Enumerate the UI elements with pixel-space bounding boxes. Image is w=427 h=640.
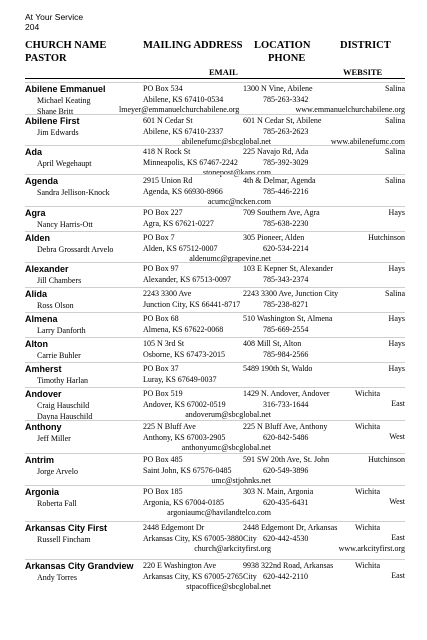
phone: 785-343-2374 — [263, 275, 309, 284]
location-line1: 591 SW 20th Ave, St. John — [243, 455, 330, 464]
mailing-address-line1: PO Box 7 — [143, 233, 175, 242]
mailing-address-line2: Alden, KS 67512-0007 — [143, 244, 218, 253]
mailing-address-line2: Agra, KS 67621-0227 — [143, 219, 214, 228]
district: Hays — [388, 364, 405, 373]
district: Salina — [385, 289, 405, 298]
phone: 620-435-6431 — [263, 498, 309, 507]
location-line1: 303 N. Main, Argonia — [243, 487, 314, 496]
entry-separator — [25, 521, 405, 522]
entry-separator — [25, 287, 405, 288]
mailing-address-line1: PO Box 185 — [143, 487, 183, 496]
district: Hays — [388, 339, 405, 348]
pastor-name: Jorge Arvelo — [37, 467, 78, 476]
phone: 620-442-2110 — [263, 572, 309, 581]
column-header-website: WEBSITE — [343, 67, 383, 77]
email: abilenefumc@sbcglobal.net — [181, 137, 271, 146]
entry-separator — [25, 174, 405, 175]
district: Salina — [385, 176, 405, 185]
mailing-address-line2: Osborne, KS 67473-2015 — [143, 350, 225, 359]
mailing-address-line2: Minneapolis, KS 67467-2242 — [143, 158, 238, 167]
church-name: Agra — [25, 208, 46, 218]
district: Hutchinson — [368, 233, 405, 242]
mailing-address-line1: 2915 Union Rd — [143, 176, 193, 185]
pastor-name: Jeff Miller — [37, 434, 71, 443]
location-line1: 2448 Edgemont Dr, Arkansas — [243, 523, 338, 532]
phone: 785-263-2623 — [263, 127, 309, 136]
church-name: Alexander — [25, 264, 69, 274]
mailing-address-line2: Arkansas City, KS 67005-3880 — [143, 534, 243, 543]
phone: 785-669-2554 — [263, 325, 309, 334]
email: lmeyer@emmanuelchurchabilene.org — [119, 105, 240, 114]
district: Wichita — [355, 422, 380, 431]
entry-separator — [25, 82, 405, 83]
mailing-address-line1: 418 N Rock St — [143, 147, 191, 156]
phone: 316-733-1644 — [263, 400, 309, 409]
entry-separator — [25, 262, 405, 263]
entry-separator — [25, 485, 405, 486]
mailing-address-line1: PO Box 97 — [143, 264, 179, 273]
location-line1: 4th & Delmar, Agenda — [243, 176, 316, 185]
location-line1: 225 Navajo Rd, Ada — [243, 147, 309, 156]
location-line1: 1300 N Vine, Abilene — [243, 84, 313, 93]
entry-separator — [25, 420, 405, 421]
column-header-church-name: CHURCH NAME — [25, 40, 107, 51]
church-name: Abilene Emmanuel — [25, 84, 106, 94]
pastor-name: Sandra Jellison-Knock — [37, 188, 110, 197]
district: Wichita — [355, 389, 380, 398]
district: West — [389, 497, 405, 506]
location-line1: 9938 322nd Road, Arkansas — [243, 561, 334, 570]
mailing-address-line1: PO Box 519 — [143, 389, 183, 398]
mailing-address-line1: PO Box 68 — [143, 314, 179, 323]
district: Salina — [385, 116, 405, 125]
phone: 785-238-8271 — [263, 300, 309, 309]
mailing-address-line1: 225 N Bluff Ave — [143, 422, 196, 431]
entry-separator — [25, 453, 405, 454]
church-name: Almena — [25, 314, 58, 324]
mailing-address-line1: PO Box 485 — [143, 455, 183, 464]
website: www.abilenefumc.com — [330, 137, 405, 146]
header-rule — [25, 78, 405, 79]
column-header-district: DISTRICT — [340, 40, 391, 51]
pastor-name: Ross Olson — [37, 301, 74, 310]
pastor-name: Russell Fincham — [37, 535, 91, 544]
phone: 785-638-2230 — [263, 219, 309, 228]
column-header-pastor: PASTOR — [25, 53, 67, 64]
mailing-address-line2: Saint John, KS 67576-0485 — [143, 466, 232, 475]
running-header-title: At Your Service — [25, 12, 84, 22]
location-line1: 305 Pioneer, Alden — [243, 233, 305, 242]
pastor-name: Jill Chambers — [37, 276, 82, 285]
district: Hays — [388, 264, 405, 273]
entry-separator — [25, 362, 405, 363]
phone: 785-263-3342 — [263, 95, 309, 104]
pastor-name: Craig Hauschild — [37, 401, 90, 410]
location-line1: 5489 190th St, Waldo — [243, 364, 313, 373]
location-line1: 601 N Cedar St, Abilene — [243, 116, 322, 125]
mailing-address-line2: Junction City, KS 66441-8717 — [143, 300, 241, 309]
church-name: Ada — [25, 147, 43, 157]
location-line1: 709 Southern Ave, Agra — [243, 208, 320, 217]
mailing-address-line1: PO Box 227 — [143, 208, 183, 217]
phone: 785-392-3029 — [263, 158, 309, 167]
pastor-name: Dayna Hauschild — [37, 412, 93, 421]
church-name: Argonia — [25, 487, 60, 497]
phone: 620-442-4530 — [263, 534, 309, 543]
column-header-email: EMAIL — [209, 67, 238, 77]
phone: 620-549-3896 — [263, 466, 309, 475]
email: andoverum@sbcglobal.net — [185, 410, 271, 419]
church-name: Alida — [25, 289, 48, 299]
church-name: Amherst — [25, 364, 62, 374]
email: church@arkcityfirst.org — [194, 544, 271, 553]
mailing-address-line1: PO Box 534 — [143, 84, 183, 93]
website: www.arkcityfirst.org — [338, 544, 405, 553]
location-line2: City — [243, 534, 257, 543]
column-header-location: LOCATION — [254, 40, 311, 51]
location-line1: 2243 3300 Ave, Junction City — [243, 289, 339, 298]
column-header-phone: PHONE — [268, 53, 306, 64]
district: Hutchinson — [368, 455, 405, 464]
page-number: 204 — [25, 22, 40, 32]
email: acumc@ncken.com — [207, 197, 271, 206]
mailing-address-line1: 2448 Edgemont Dr — [143, 523, 205, 532]
district: East — [391, 571, 405, 580]
church-name: Alton — [25, 339, 48, 349]
phone: 785-984-2566 — [263, 350, 309, 359]
church-name: Andover — [25, 389, 62, 399]
mailing-address-line2: Almena, KS 67622-0068 — [143, 325, 224, 334]
district: East — [391, 399, 405, 408]
email: umc@stjohnks.net — [211, 476, 271, 485]
mailing-address-line2: Alexander, KS 67513-0097 — [143, 275, 231, 284]
website: www.emmanuelchurchabilene.org — [295, 105, 405, 114]
pastor-name: Michael Keating — [37, 96, 91, 105]
entry-separator — [25, 387, 405, 388]
location-line1: 510 Washington St, Almena — [243, 314, 333, 323]
church-name: Anthony — [25, 422, 62, 432]
email: stonepost@kans.com — [202, 168, 271, 177]
church-name: Arkansas City First — [25, 523, 108, 533]
entry-separator — [25, 145, 405, 146]
church-name: Alden — [25, 233, 51, 243]
email: stpacoffice@sbcglobal.net — [186, 582, 271, 591]
mailing-address-line1: 601 N Cedar St — [143, 116, 193, 125]
mailing-address-line2: Arkansas City, KS 67005-2765 — [143, 572, 243, 581]
pastor-name: April Wegehaupt — [37, 159, 92, 168]
mailing-address-line2: Argonia, KS 67004-0185 — [143, 498, 224, 507]
mailing-address-line2: Abilene, KS 67410-2337 — [143, 127, 224, 136]
phone: 620-842-5486 — [263, 433, 309, 442]
email: argoniaumc@havilandtelco.com — [167, 508, 271, 517]
church-name: Arkansas City Grandview — [25, 561, 134, 571]
pastor-name: Roberta Fall — [37, 499, 77, 508]
entry-separator — [25, 337, 405, 338]
district: Salina — [385, 147, 405, 156]
district: Salina — [385, 84, 405, 93]
location-line1: 103 E Kepner St, Alexander — [243, 264, 333, 273]
mailing-address-line2: Luray, KS 67649-0037 — [143, 375, 217, 384]
church-name: Antrim — [25, 455, 54, 465]
district: Wichita — [355, 523, 380, 532]
mailing-address-line2: Anthony, KS 67003-2905 — [143, 433, 226, 442]
email: anthonyumc@sbcglobal.net — [181, 443, 271, 452]
district: Hays — [388, 208, 405, 217]
pastor-name: Andy Torres — [37, 573, 77, 582]
mailing-address-line1: 105 N 3rd St — [143, 339, 185, 348]
column-header-mailing-address: MAILING ADDRESS — [143, 40, 243, 51]
location-line1: 408 Mill St, Alton — [243, 339, 302, 348]
entry-separator — [25, 559, 405, 560]
pastor-name: Nancy Harris-Ott — [37, 220, 93, 229]
church-name: Abilene First — [25, 116, 80, 126]
mailing-address-line1: PO Box 37 — [143, 364, 179, 373]
entry-separator — [25, 312, 405, 313]
district: Hays — [388, 314, 405, 323]
pastor-name: Carrie Buhler — [37, 351, 81, 360]
phone: 785-446-2216 — [263, 187, 309, 196]
district: Wichita — [355, 487, 380, 496]
mailing-address-line1: 2243 3300 Ave — [143, 289, 192, 298]
phone: 620-534-2214 — [263, 244, 309, 253]
mailing-address-line1: 220 E Washington Ave — [143, 561, 217, 570]
email: aldenumc@grapevine.net — [189, 254, 271, 263]
location-line1: 1429 N. Andover, Andover — [243, 389, 330, 398]
pastor-name: Shane Britt — [37, 107, 74, 116]
location-line2: City — [243, 572, 257, 581]
entry-separator — [25, 231, 405, 232]
district: Wichita — [355, 561, 380, 570]
district: West — [389, 432, 405, 441]
pastor-name: Debra Grossardt Arvelo — [37, 245, 114, 254]
mailing-address-line2: Agenda, KS 66930-8966 — [143, 187, 223, 196]
pastor-name: Jim Edwards — [37, 128, 79, 137]
pastor-name: Timothy Harlan — [37, 376, 89, 385]
location-line1: 225 N Bluff Ave, Anthony — [243, 422, 328, 431]
mailing-address-line2: Abilene, KS 67410-0534 — [143, 95, 224, 104]
entry-separator — [25, 206, 405, 207]
church-name: Agenda — [25, 176, 59, 186]
district: East — [391, 533, 405, 542]
pastor-name: Larry Danforth — [37, 326, 86, 335]
entry-separator — [25, 114, 405, 115]
mailing-address-line2: Andover, KS 67002-0519 — [143, 400, 226, 409]
